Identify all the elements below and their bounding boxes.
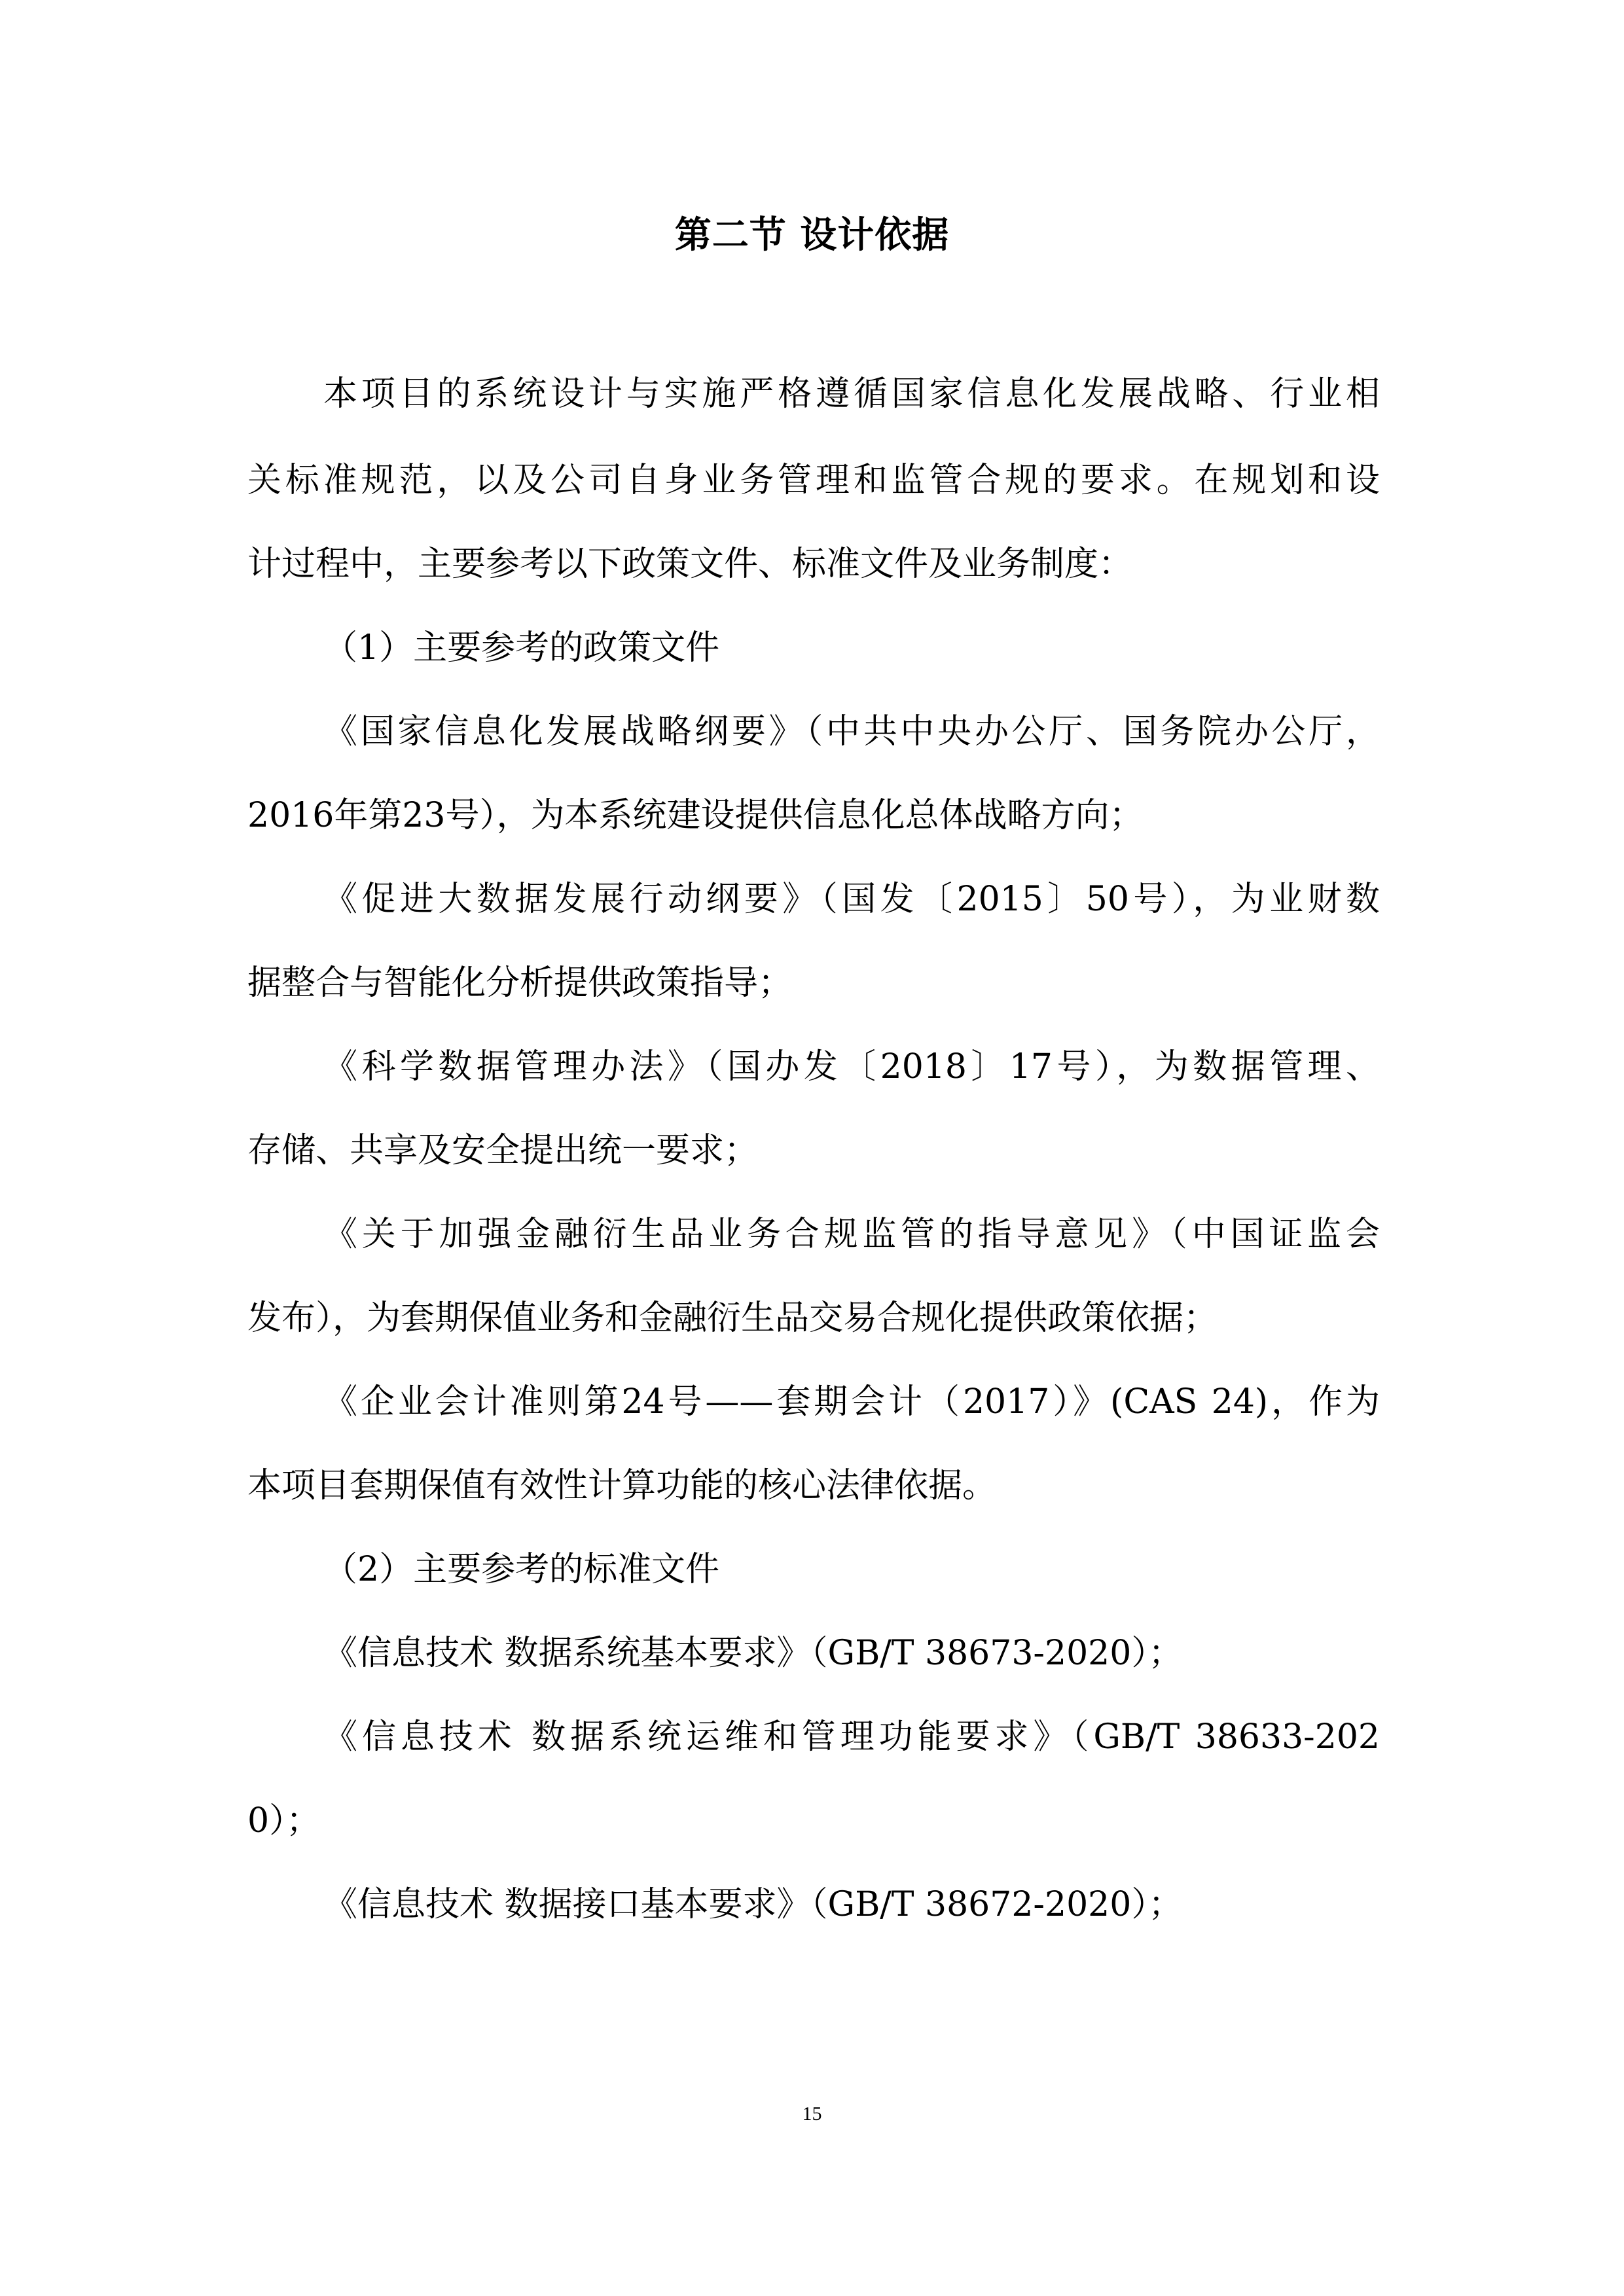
paragraph-line: 《国家信息化发展战略纲要》（中共中央办公厅、国务院办公厅，	[323, 712, 1380, 751]
paragraph-line: 本项目的系统设计与实施严格遵循国家信息化发展战略、行业相	[323, 374, 1380, 414]
paragraph-line: 存储、共享及安全提出统一要求；	[247, 1131, 759, 1170]
paragraph-line: 关标准规范，以及公司自身业务管理和监管合规的要求。在规划和设	[247, 461, 1380, 500]
paragraph-line: 发布），为套期保值业务和金融衍生品交易合规化提供政策依据；	[247, 1299, 1218, 1338]
paragraph-line: 《企业会计准则第24号——套期会计（2017）》(CAS 24)，作为	[323, 1382, 1380, 1422]
paragraph-line: 《科学数据管理办法》（国办发〔2018〕17号），为数据管理、	[323, 1047, 1380, 1086]
paragraph-line: 据整合与智能化分析提供政策指导；	[247, 963, 793, 1003]
section-heading: 第二节 设计依据	[674, 214, 950, 257]
paragraph-line: 本项目套期保值有效性计算功能的核心法律依据。	[247, 1466, 997, 1505]
paragraph-line: 《信息技术 数据系统基本要求》（GB/T 38673-2020）；	[323, 1634, 1183, 1673]
paragraph-line: 计过程中，主要参考以下政策文件、标准文件及业务制度：	[247, 545, 1133, 584]
paragraph-line: 《促进大数据发展行动纲要》（国发〔2015〕50号），为业财数	[323, 880, 1380, 919]
paragraph-line: 《关于加强金融衍生品业务合规监管的指导意见》（中国证监会	[323, 1215, 1380, 1254]
paragraph-line: 2016年第23号），为本系统建设提供信息化总体战略方向；	[247, 796, 1144, 835]
paragraph-line: 《信息技术 数据接口基本要求》（GB/T 38672-2020）；	[323, 1885, 1183, 1924]
subsection-heading: （1）主要参考的政策文件	[323, 628, 720, 668]
page-number: 15	[802, 2103, 822, 2125]
paragraph-line: 《信息技术 数据系统运维和管理功能要求》（GB/T 38633-202	[323, 1717, 1380, 1757]
subsection-heading: （2）主要参考的标准文件	[323, 1550, 720, 1589]
paragraph-line: 0）；	[247, 1801, 321, 1840]
